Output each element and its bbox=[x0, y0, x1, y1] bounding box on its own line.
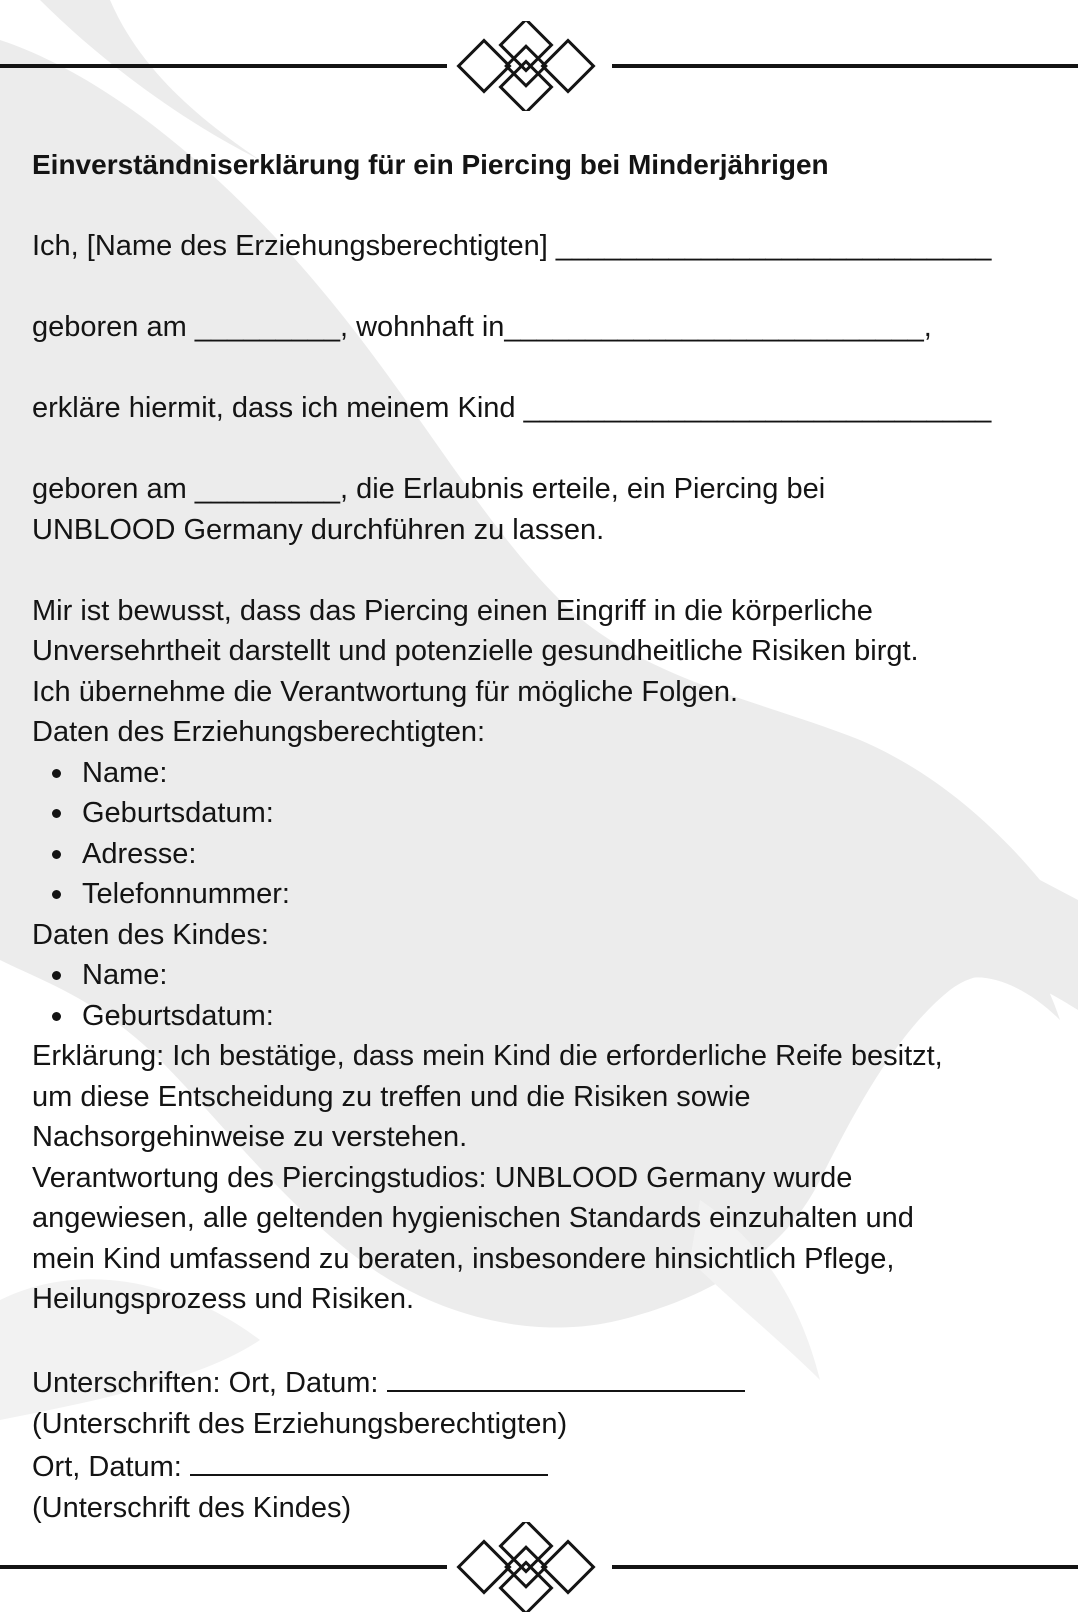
bottom-ornament-divider bbox=[0, 1522, 1078, 1612]
declaration-line: Erklärung: Ich bestätige, dass mein Kind die erforderliche Reife besitzt, bbox=[32, 1040, 943, 1072]
bullet-icon bbox=[52, 769, 61, 778]
signature-blank[interactable] bbox=[190, 1444, 548, 1476]
awareness-line: Mir ist bewusst, dass das Piercing einen Eingriff in die körperliche bbox=[32, 594, 873, 627]
list-item: Name: bbox=[52, 753, 1047, 794]
guardian-name-line: Ich, [Name des Erziehungsberechtigten] ___________________________ bbox=[32, 230, 992, 262]
diamond-knot-icon bbox=[459, 21, 594, 111]
studio-permission-line: UNBLOOD Germany durchführen zu lassen. bbox=[32, 513, 605, 546]
list-item: Geburtsdatum: bbox=[52, 996, 1047, 1037]
diamond-knot-icon bbox=[459, 1522, 594, 1612]
bullet-icon bbox=[52, 1012, 61, 1021]
child-data-list bbox=[32, 955, 1047, 1036]
child-name-line: erkläre hiermit, dass ich meinem Kind _____________________________ bbox=[32, 392, 992, 424]
awareness-line: Unversehrtheit darstellt und potenzielle gesundheitliche Risiken birgt. bbox=[32, 635, 919, 667]
declaration-line: Nachsorgehinweise zu verstehen. bbox=[32, 1121, 468, 1153]
studio-responsibility-line: angewiesen, alle geltenden hygienischen Standards einzuhalten und bbox=[32, 1202, 914, 1234]
child-data-heading: Daten des Kindes: bbox=[32, 918, 269, 951]
form-title: Einverständniserklärung für ein Piercing bei Minderjährigen bbox=[32, 149, 829, 180]
awareness-line: Ich übernehme die Verantwortung für mögliche Folgen. bbox=[32, 675, 739, 708]
child-signature-caption: (Unterschrift des Kindes) bbox=[32, 1491, 352, 1524]
studio-responsibility-line: Heilungsprozess und Risiken. bbox=[32, 1283, 415, 1315]
signature-place-date-child: Ort, Datum: bbox=[32, 1444, 1047, 1488]
list-item: Name: bbox=[52, 955, 1047, 996]
top-ornament-divider bbox=[0, 21, 1078, 111]
signature-blank[interactable] bbox=[387, 1360, 745, 1392]
studio-responsibility-line: Verantwortung des Piercingstudios: UNBLOOD Germany wurde bbox=[32, 1161, 853, 1194]
guardian-birth-residence-line: geboren am _________, wohnhaft in__________________________, bbox=[32, 311, 932, 343]
list-item: Geburtsdatum: bbox=[52, 793, 1047, 834]
guardian-data-heading: Daten des Erziehungsberechtigten: bbox=[32, 716, 486, 748]
signature-place-date-guardian: Unterschriften: Ort, Datum: bbox=[32, 1360, 1047, 1404]
studio-responsibility-line: mein Kind umfassend zu beraten, insbesondere hinsichtlich Pflege, bbox=[32, 1242, 895, 1275]
declaration-line: um diese Entscheidung zu treffen und die Risiken sowie bbox=[32, 1080, 751, 1113]
bullet-icon bbox=[52, 850, 61, 859]
list-item: Telefonnummer: bbox=[52, 874, 1047, 915]
list-item: Adresse: bbox=[52, 834, 1047, 875]
bullet-icon bbox=[52, 971, 61, 980]
bullet-icon bbox=[52, 809, 61, 818]
child-birth-permission-line: geboren am _________, die Erlaubnis erteile, ein Piercing bei bbox=[32, 473, 826, 505]
guardian-signature-caption: (Unterschrift des Erziehungsberechtigten) bbox=[32, 1407, 568, 1440]
guardian-data-list bbox=[32, 753, 1047, 915]
bullet-icon bbox=[52, 890, 61, 899]
consent-form bbox=[32, 148, 1047, 1528]
